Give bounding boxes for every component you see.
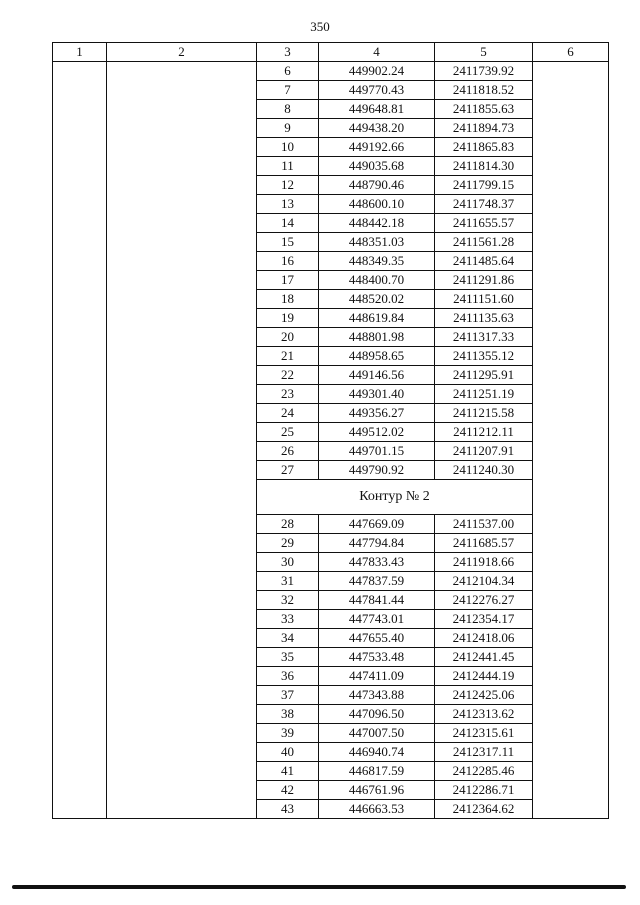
point-number-cell: 27: [257, 461, 319, 480]
coordinate-x-cell: 449438.20: [319, 119, 435, 138]
coordinate-x-cell: 449648.81: [319, 100, 435, 119]
coordinate-x-cell: 449770.43: [319, 81, 435, 100]
coordinate-x-cell: 447096.50: [319, 705, 435, 724]
coordinate-y-cell: 2411317.33: [435, 328, 533, 347]
point-number-cell: 42: [257, 781, 319, 800]
coordinate-x-cell: 448801.98: [319, 328, 435, 347]
point-number-cell: 10: [257, 138, 319, 157]
coordinate-x-cell: 447743.01: [319, 610, 435, 629]
point-number-cell: 24: [257, 404, 319, 423]
point-number-cell: 43: [257, 800, 319, 819]
coordinate-y-cell: 2412276.27: [435, 591, 533, 610]
coordinate-x-cell: 447007.50: [319, 724, 435, 743]
coordinate-y-cell: 2411295.91: [435, 366, 533, 385]
point-number-cell: 8: [257, 100, 319, 119]
coordinate-y-cell: 2412441.45: [435, 648, 533, 667]
coordinate-x-cell: 447411.09: [319, 667, 435, 686]
coordinate-y-cell: 2411739.92: [435, 62, 533, 81]
point-number-cell: 7: [257, 81, 319, 100]
coordinate-y-cell: 2412425.06: [435, 686, 533, 705]
coordinate-x-cell: 449512.02: [319, 423, 435, 442]
coordinate-x-cell: 449035.68: [319, 157, 435, 176]
coordinate-x-cell: 448400.70: [319, 271, 435, 290]
point-number-cell: 9: [257, 119, 319, 138]
column-header: 5: [435, 43, 533, 62]
table-row: [53, 62, 609, 81]
coordinate-y-cell: 2412354.17: [435, 610, 533, 629]
coordinate-x-cell: 448351.03: [319, 233, 435, 252]
coordinate-x-cell: 447343.88: [319, 686, 435, 705]
point-number-cell: 37: [257, 686, 319, 705]
column-6-cell: [533, 62, 609, 819]
coordinate-x-cell: 446761.96: [319, 781, 435, 800]
coordinate-x-cell: 449192.66: [319, 138, 435, 157]
point-number-cell: 6: [257, 62, 319, 81]
point-number-cell: 28: [257, 515, 319, 534]
coordinate-y-cell: 2412317.11: [435, 743, 533, 762]
point-number-cell: 39: [257, 724, 319, 743]
point-number-cell: 30: [257, 553, 319, 572]
column-header-row: [53, 43, 609, 62]
coordinate-x-cell: 447669.09: [319, 515, 435, 534]
point-number-cell: 31: [257, 572, 319, 591]
contour-heading: Контур № 2: [257, 480, 533, 515]
point-number-cell: 26: [257, 442, 319, 461]
coordinate-x-cell: 446940.74: [319, 743, 435, 762]
coordinate-y-cell: 2412315.61: [435, 724, 533, 743]
coordinate-y-cell: 2412418.06: [435, 629, 533, 648]
coordinate-y-cell: 2411918.66: [435, 553, 533, 572]
column-header: 1: [53, 43, 107, 62]
coordinate-x-cell: 447655.40: [319, 629, 435, 648]
point-number-cell: 41: [257, 762, 319, 781]
coordinate-y-cell: 2411151.60: [435, 290, 533, 309]
bottom-rule: [12, 885, 626, 889]
point-number-cell: 16: [257, 252, 319, 271]
column-2-cell: [107, 62, 257, 819]
point-number-cell: 15: [257, 233, 319, 252]
point-number-cell: 19: [257, 309, 319, 328]
coordinate-y-cell: 2411799.15: [435, 176, 533, 195]
point-number-cell: 38: [257, 705, 319, 724]
point-number-cell: 20: [257, 328, 319, 347]
coordinate-y-cell: 2411240.30: [435, 461, 533, 480]
coordinate-x-cell: 449356.27: [319, 404, 435, 423]
coordinate-x-cell: 448790.46: [319, 176, 435, 195]
coordinate-x-cell: 449301.40: [319, 385, 435, 404]
coordinate-x-cell: 447837.59: [319, 572, 435, 591]
coordinate-x-cell: 449790.92: [319, 461, 435, 480]
coordinate-y-cell: 2411685.57: [435, 534, 533, 553]
coordinate-x-cell: 448619.84: [319, 309, 435, 328]
coordinate-x-cell: 448349.35: [319, 252, 435, 271]
coordinate-y-cell: 2412444.19: [435, 667, 533, 686]
coordinate-y-cell: 2411135.63: [435, 309, 533, 328]
point-number-cell: 21: [257, 347, 319, 366]
coordinate-y-cell: 2412313.62: [435, 705, 533, 724]
coordinate-y-cell: 2411212.11: [435, 423, 533, 442]
coordinate-y-cell: 2411251.19: [435, 385, 533, 404]
coordinate-y-cell: 2412286.71: [435, 781, 533, 800]
coordinate-x-cell: 446663.53: [319, 800, 435, 819]
point-number-cell: 25: [257, 423, 319, 442]
coordinate-x-cell: 446817.59: [319, 762, 435, 781]
coordinate-x-cell: 447533.48: [319, 648, 435, 667]
coordinate-x-cell: 448520.02: [319, 290, 435, 309]
point-number-cell: 18: [257, 290, 319, 309]
point-number-cell: 29: [257, 534, 319, 553]
coordinate-y-cell: 2412285.46: [435, 762, 533, 781]
coordinates-table: [52, 42, 609, 819]
point-number-cell: 23: [257, 385, 319, 404]
point-number-cell: 11: [257, 157, 319, 176]
point-number-cell: 22: [257, 366, 319, 385]
coordinate-y-cell: 2412364.62: [435, 800, 533, 819]
point-number-cell: 35: [257, 648, 319, 667]
column-header: 4: [319, 43, 435, 62]
column-header: 2: [107, 43, 257, 62]
coordinate-x-cell: 447841.44: [319, 591, 435, 610]
column-header: 3: [257, 43, 319, 62]
coordinate-y-cell: 2411291.86: [435, 271, 533, 290]
coordinate-y-cell: 2411865.83: [435, 138, 533, 157]
point-number-cell: 40: [257, 743, 319, 762]
coordinate-x-cell: 449701.15: [319, 442, 435, 461]
point-number-cell: 17: [257, 271, 319, 290]
coordinate-x-cell: 448442.18: [319, 214, 435, 233]
coordinate-y-cell: 2411485.64: [435, 252, 533, 271]
coordinate-x-cell: 448958.65: [319, 347, 435, 366]
point-number-cell: 36: [257, 667, 319, 686]
coordinate-x-cell: 449902.24: [319, 62, 435, 81]
point-number-cell: 13: [257, 195, 319, 214]
coordinate-y-cell: 2411561.28: [435, 233, 533, 252]
coordinate-y-cell: 2411537.00: [435, 515, 533, 534]
coordinate-y-cell: 2411818.52: [435, 81, 533, 100]
coordinate-y-cell: 2411215.58: [435, 404, 533, 423]
coordinate-y-cell: 2412104.34: [435, 572, 533, 591]
coordinate-y-cell: 2411814.30: [435, 157, 533, 176]
coordinate-y-cell: 2411748.37: [435, 195, 533, 214]
coordinate-y-cell: 2411207.91: [435, 442, 533, 461]
point-number-cell: 32: [257, 591, 319, 610]
point-number-cell: 34: [257, 629, 319, 648]
point-number-cell: 14: [257, 214, 319, 233]
coordinate-x-cell: 447833.43: [319, 553, 435, 572]
coordinate-y-cell: 2411655.57: [435, 214, 533, 233]
coordinate-y-cell: 2411894.73: [435, 119, 533, 138]
page-number: 350: [310, 19, 330, 34]
coordinate-y-cell: 2411355.12: [435, 347, 533, 366]
point-number-cell: 33: [257, 610, 319, 629]
column-header: 6: [533, 43, 609, 62]
point-number-cell: 12: [257, 176, 319, 195]
coordinate-x-cell: 448600.10: [319, 195, 435, 214]
coordinate-x-cell: 447794.84: [319, 534, 435, 553]
column-1-cell: [53, 62, 107, 819]
coordinate-y-cell: 2411855.63: [435, 100, 533, 119]
coordinate-x-cell: 449146.56: [319, 366, 435, 385]
